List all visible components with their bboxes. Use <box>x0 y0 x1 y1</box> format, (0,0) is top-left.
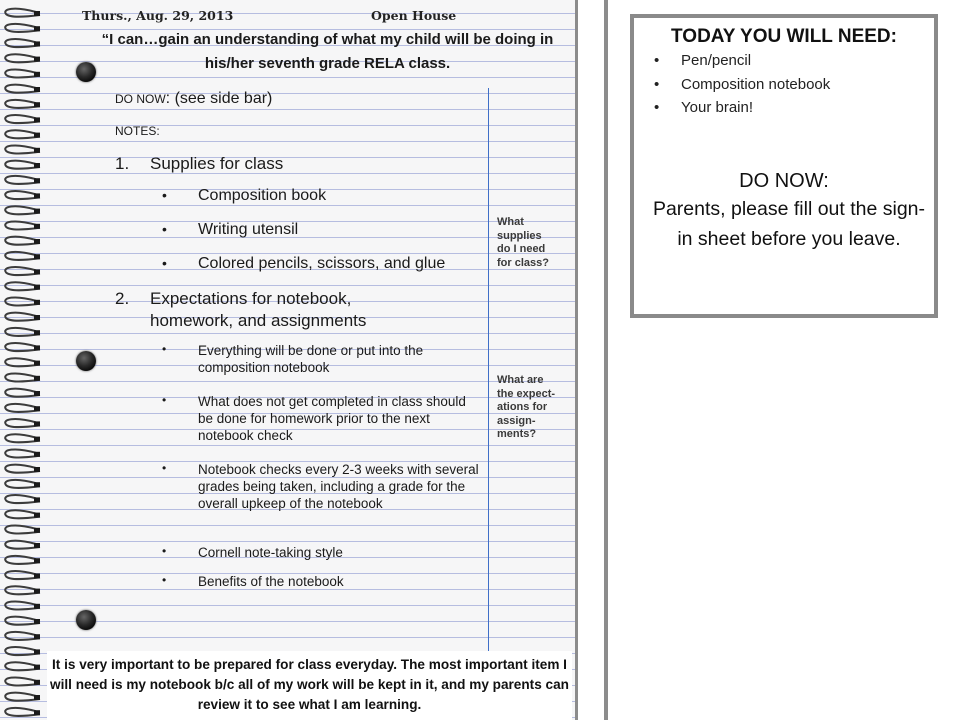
spiral-hole <box>34 573 40 578</box>
spiral-hole <box>34 589 40 594</box>
spiral-hole <box>34 376 40 381</box>
spiral-hole <box>34 361 40 366</box>
spiral-hole <box>34 437 40 442</box>
spiral-hole <box>34 634 40 639</box>
spiral-hole <box>34 558 40 563</box>
side-question-expectations <box>497 374 569 442</box>
bullet: • <box>162 573 167 587</box>
spiral-hole <box>34 11 40 16</box>
side-q-line: for class? <box>497 256 549 269</box>
spiral-hole <box>34 57 40 62</box>
spiral-hole <box>34 482 40 487</box>
panel-title: TODAY YOU WILL NEED: <box>671 26 897 47</box>
spiral-hole <box>34 452 40 457</box>
needs-item <box>654 76 830 100</box>
side-q-line: the expect- <box>497 387 556 400</box>
spiral-hole <box>34 528 40 533</box>
section2-title-line1: Expectations for notebook, <box>150 289 352 308</box>
bottom-note: It is very important to be prepared for class everyday. The most important item I will need is my notebook b/c all of my work will be kept in it, and my parents can review it to see what I am learning. <box>47 651 572 720</box>
bullet: • <box>654 52 660 69</box>
spiral-hole <box>34 163 40 168</box>
bullet: • <box>654 75 660 93</box>
today-panel <box>630 14 938 318</box>
date-label: Thurs., Aug. 29, 2013 <box>82 8 234 23</box>
side-q-line: ations for <box>497 401 548 413</box>
spiral-hole <box>34 300 40 305</box>
spiral-hole <box>34 285 40 290</box>
side-q-line: What <box>497 216 524 228</box>
supply-item: Writing utensil <box>198 221 299 238</box>
do-now-text: Parents, please fill out the sign-in sheet before you leave. <box>652 198 926 250</box>
section1-number: 1. <box>115 154 130 173</box>
needs-item <box>654 99 830 123</box>
bullet: • <box>162 461 167 475</box>
spiral-hole <box>34 224 40 229</box>
expectation-item: Benefits of the notebook <box>198 574 344 589</box>
side-q-line: ments? <box>497 428 537 440</box>
spiral-hole <box>34 87 40 92</box>
spiral-binding <box>0 0 52 720</box>
do-now-label: DO NOW <box>115 92 166 106</box>
spiral-hole <box>34 148 40 153</box>
spiral-hole <box>34 117 40 122</box>
supply-item: Colored pencils, scissors, and glue <box>198 255 446 272</box>
expectation-item: Cornell note-taking style <box>198 545 343 560</box>
spiral-hole <box>34 41 40 46</box>
do-now-rest: : (see side bar) <box>165 90 273 107</box>
divider-bar <box>604 0 608 720</box>
bullet: • <box>162 393 167 407</box>
spiral-hole <box>34 254 40 259</box>
spiral-hole <box>34 406 40 411</box>
supply-item: Composition book <box>198 187 327 204</box>
needs-item-label: Pen/pencil <box>681 52 752 69</box>
spiral-hole <box>34 193 40 198</box>
spiral-hole <box>34 710 40 715</box>
spiral-hole <box>34 421 40 426</box>
bullet: • <box>162 187 167 203</box>
event-label: Open House <box>371 8 457 23</box>
needs-item-label: Composition notebook <box>681 75 831 93</box>
bullet: • <box>162 255 167 271</box>
spiral-hole <box>34 330 40 335</box>
spiral-hole <box>34 513 40 518</box>
spiral-hole <box>34 467 40 472</box>
spiral-hole <box>34 239 40 244</box>
spiral-hole <box>34 695 40 700</box>
expectation-item: Everything will be done or put into the composition notebook <box>198 343 424 375</box>
spiral-hole <box>34 649 40 654</box>
bullet: • <box>162 221 167 237</box>
punch-hole-middle <box>76 351 96 371</box>
needs-item <box>654 52 830 76</box>
do-now-line <box>115 90 272 108</box>
i-can-statement: “I can…gain an understanding of what my child will be doing in his/her seventh grade RELA class. <box>101 31 554 72</box>
spiral-hole <box>34 497 40 502</box>
section1-title: Supplies for class <box>150 154 284 173</box>
notes-label: NOTES: <box>115 124 160 138</box>
spiral-hole <box>34 209 40 214</box>
side-q-line: assign- <box>497 414 536 427</box>
spiral-hole <box>34 604 40 609</box>
spiral-hole <box>34 26 40 31</box>
needs-item-label: Your brain! <box>681 99 753 116</box>
spiral-hole <box>34 102 40 107</box>
spiral-hole <box>34 315 40 320</box>
spiral-hole <box>34 619 40 624</box>
spiral-hole <box>34 543 40 548</box>
side-q-line: What are <box>497 374 544 386</box>
expectation-item: Notebook checks every 2-3 weeks with several grades being taken, including a grade for the overall upkeep of the notebook <box>198 462 479 511</box>
needs-list <box>654 52 830 123</box>
section2-number: 2. <box>115 289 130 308</box>
page-edge <box>575 0 578 720</box>
spiral-hole <box>34 391 40 396</box>
margin-line <box>488 88 489 660</box>
section2-title-line2: homework, and assignments <box>150 311 367 330</box>
side-q-line: do I need <box>497 243 546 255</box>
spiral-hole <box>34 665 40 670</box>
bullet: • <box>162 342 167 356</box>
bullet: • <box>162 544 167 558</box>
side-question-supplies <box>497 216 569 270</box>
side-q-line: supplies <box>497 229 542 242</box>
do-now-heading: DO NOW: <box>739 170 829 192</box>
spiral-hole <box>34 345 40 350</box>
spiral-hole <box>34 680 40 685</box>
spiral-hole <box>34 133 40 138</box>
spiral-hole <box>34 72 40 77</box>
punch-hole-bottom <box>76 610 96 630</box>
bullet: • <box>654 99 660 116</box>
spiral-hole <box>34 178 40 183</box>
expectation-item: What does not get completed in class should be done for homework prior to the next notebook check <box>198 394 466 443</box>
spiral-hole <box>34 269 40 274</box>
